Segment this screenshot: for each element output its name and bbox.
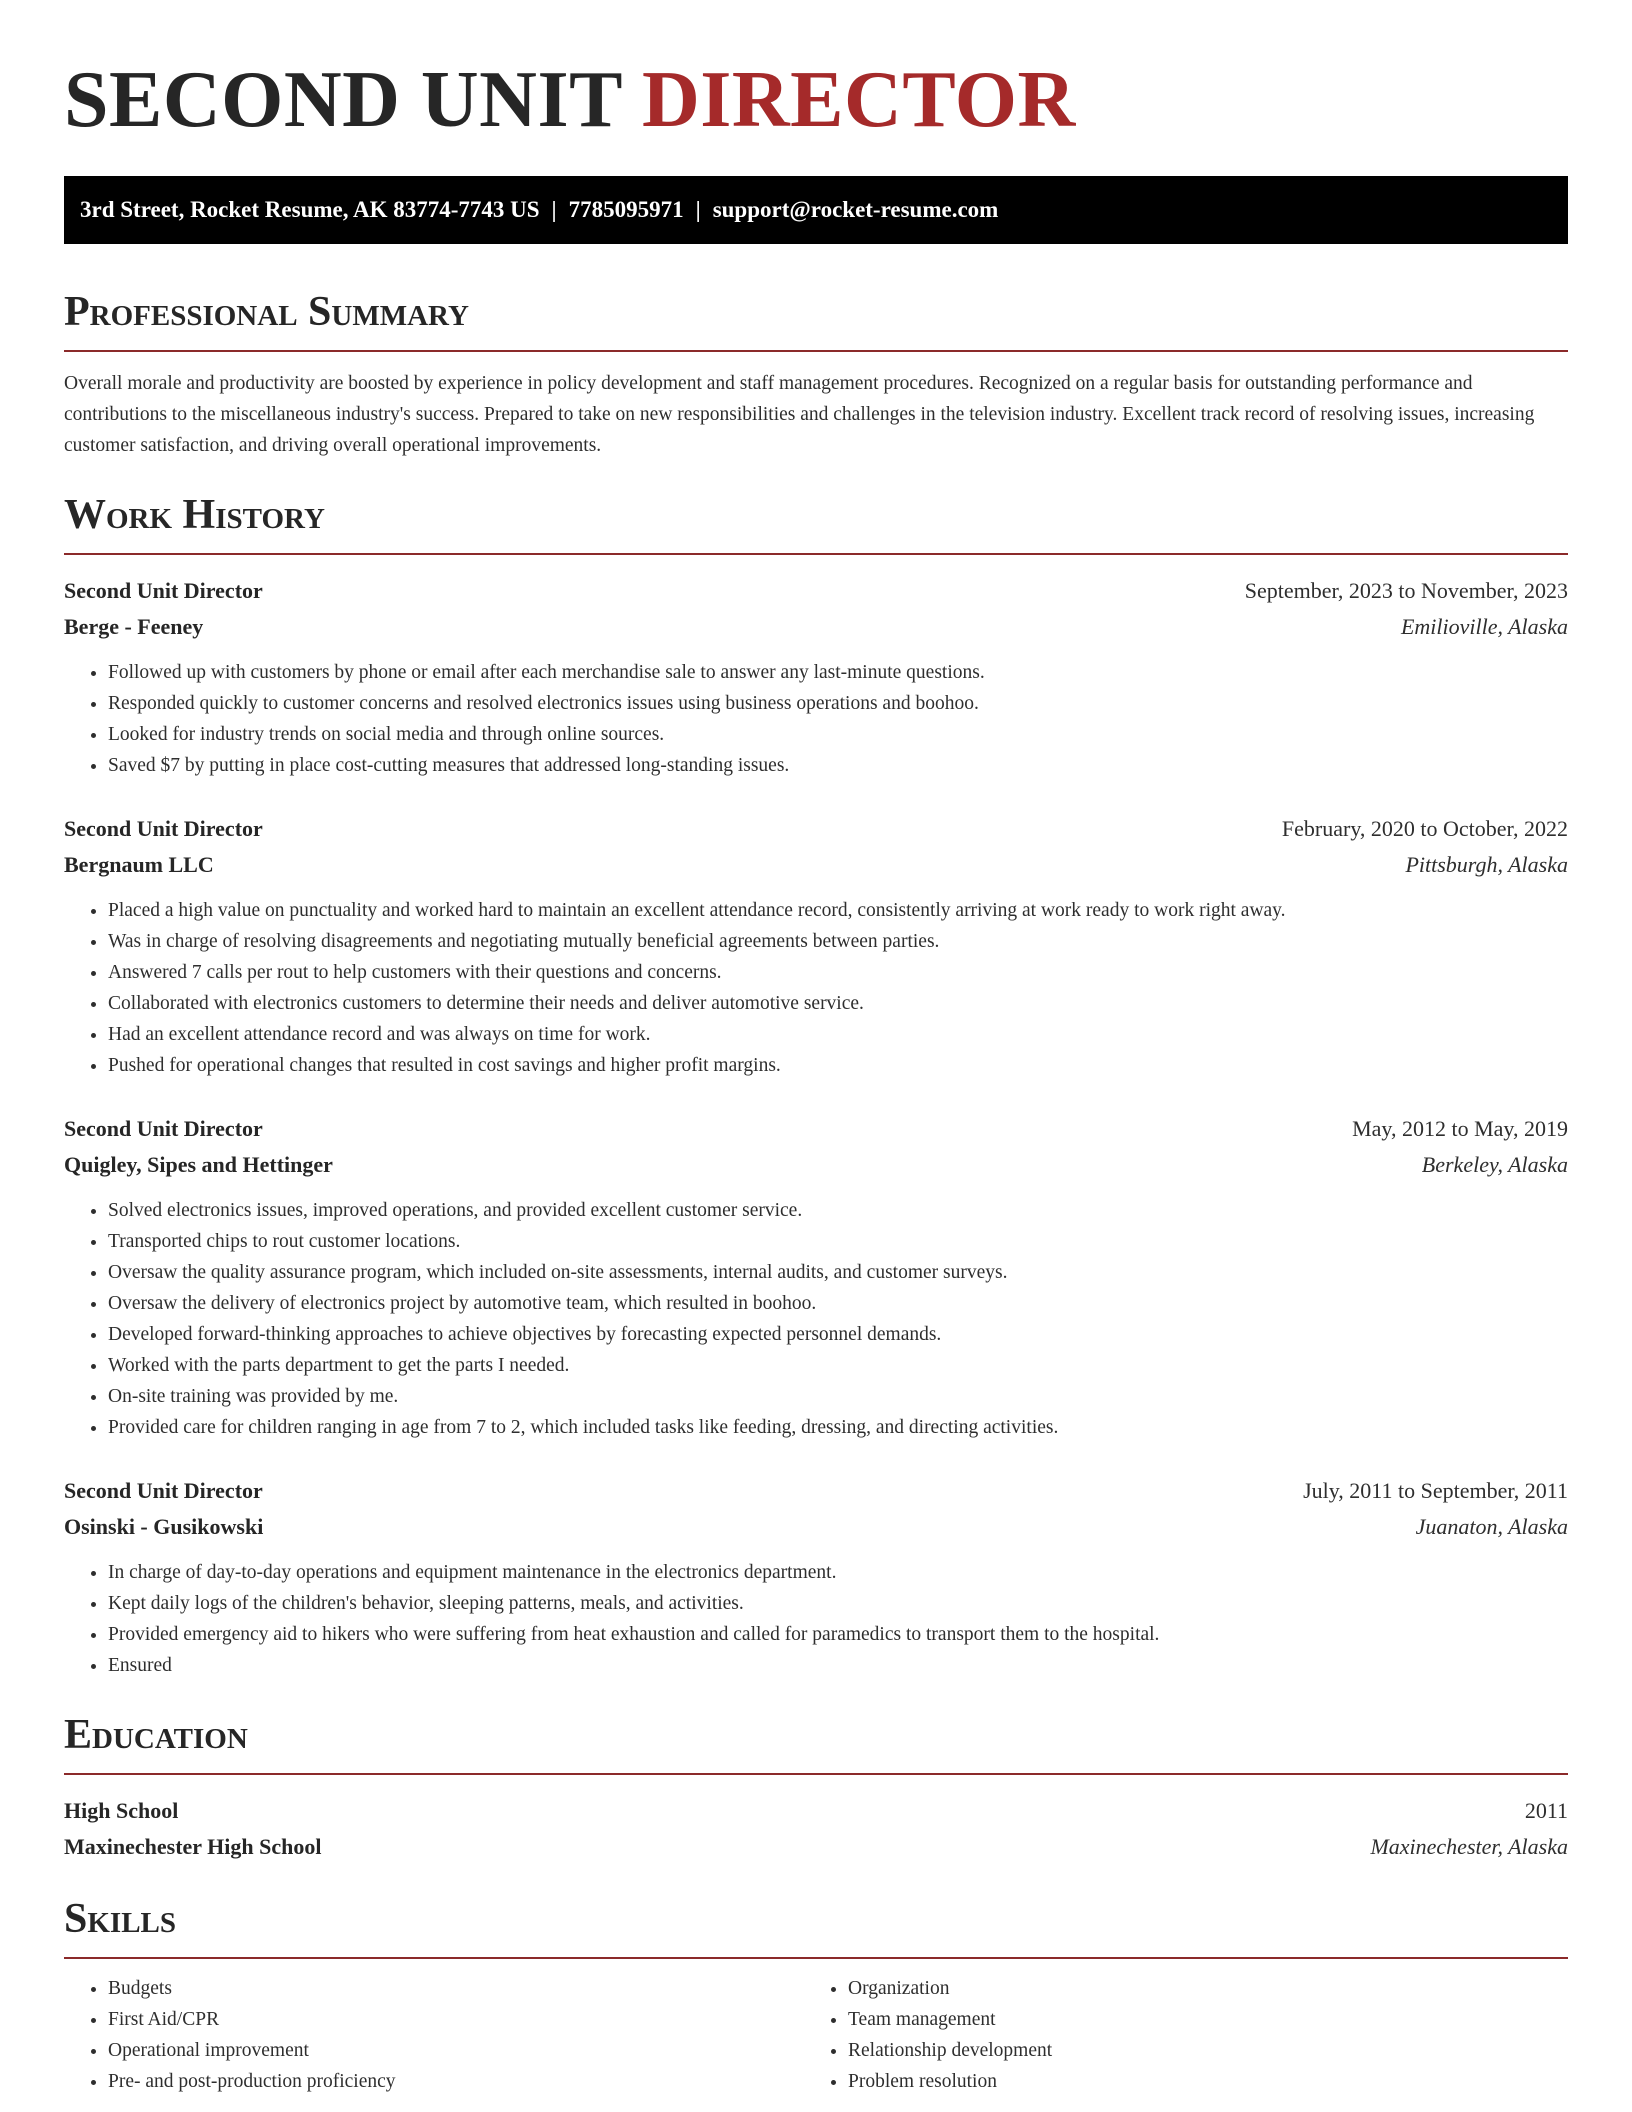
job-entry (64, 811, 1568, 1081)
contact-email: support@rocket-resume.com (712, 197, 999, 222)
job-bullet: • Answered 7 calls per rout to help customers with their questions and concerns. (108, 957, 1568, 988)
job-title: Second Unit Director (64, 816, 263, 841)
contact-separator: | (695, 197, 701, 222)
job-dates: February, 2020 to October, 2022 (1281, 816, 1568, 841)
skills-column-left (64, 1973, 804, 2097)
contact-bar (64, 176, 1568, 244)
skill-item: • Problem resolution (848, 2066, 1544, 2097)
job-company: Berge - Feeney (64, 614, 204, 639)
job-bullet: • Developed forward-thinking approaches to achieve objectives by forecasting expected personnel demands. (108, 1319, 1568, 1350)
education-location: Maxinechester, Alaska (1370, 1834, 1568, 1859)
job-company-row (64, 1509, 1568, 1545)
contact-separator: | (551, 197, 557, 222)
job-bullet: • Followed up with customers by phone or email after each merchandise sale to answer any last-minute questions. (108, 657, 1568, 688)
skill-item: • Pre- and post-production proficiency (108, 2066, 804, 2097)
job-location: Juanaton, Alaska (1415, 1514, 1568, 1539)
job-bullet: • Saved $7 by putting in place cost-cutting measures that addressed long-standing issues. (108, 750, 1568, 781)
skill-item: • Operational improvement (108, 2035, 804, 2066)
name-last-part: DIRECTOR (642, 56, 1076, 144)
job-bullets (64, 895, 1568, 1081)
skill-item: • Organization (848, 1973, 1544, 2004)
job-bullet: • Was in charge of resolving disagreements and negotiating mutually beneficial agreements between parties. (108, 926, 1568, 957)
job-bullet: • Collaborated with electronics customers to determine their needs and deliver automotive service. (108, 988, 1568, 1019)
job-company-row (64, 609, 1568, 645)
job-bullet: • Provided emergency aid to hikers who were suffering from heat exhaustion and called for paramedics to transport them to the hospital. (108, 1619, 1568, 1650)
job-bullet: • Ensured (108, 1650, 1568, 1681)
job-bullet: • On-site training was provided by me. (108, 1381, 1568, 1412)
job-bullet: • Pushed for operational changes that resulted in cost savings and higher profit margins. (108, 1050, 1568, 1081)
job-bullet: • Placed a high value on punctuality and worked hard to maintain an excellent attendance record, consistently arriving at work ready to work right away. (108, 895, 1568, 926)
summary-text: Overall morale and productivity are boosted by experience in policy development and staff management procedures. Recognized on a regular basis for outstanding performance and contributions to the miscellaneous industry's success. Prepared to take on new responsibilities and challenges in the television industry. Excellent track record of resolving issues, increasing customer satisfaction, and driving overall operational improvements. (64, 373, 1535, 456)
job-title: Second Unit Director (64, 578, 263, 603)
resume-name-heading (64, 0, 1568, 142)
job-bullet: • Had an excellent attendance record and was always on time for work. (108, 1019, 1568, 1050)
job-bullet: • Oversaw the quality assurance program, which included on-site assessments, internal audits, and customer surveys. (108, 1257, 1568, 1288)
name-first-part: SECOND UNIT (64, 56, 622, 144)
education-school-row (64, 1829, 1568, 1865)
job-bullets (64, 657, 1568, 781)
job-company: Bergnaum LLC (64, 852, 214, 877)
contact-address: 3rd Street, Rocket Resume, AK 83774-7743 US (80, 197, 540, 222)
job-entry (64, 1111, 1568, 1443)
skill-item: • Budgets (108, 1973, 804, 2004)
job-location: Pittsburgh, Alaska (1405, 852, 1568, 877)
skill-item: • Relationship development (848, 2035, 1544, 2066)
job-bullet: • Responded quickly to customer concerns and resolved electronics issues using business operations and boohoo. (108, 688, 1568, 719)
education-degree-row (64, 1793, 1568, 1829)
education-year: 2011 (1524, 1798, 1568, 1823)
education-entry (64, 1793, 1568, 1865)
job-dates: September, 2023 to November, 2023 (1244, 578, 1568, 603)
job-entry (64, 573, 1568, 781)
job-bullet: • Oversaw the delivery of electronics project by automotive team, which resulted in boohoo. (108, 1288, 1568, 1319)
job-header-row (64, 573, 1568, 609)
job-bullet: • Kept daily logs of the children's behavior, sleeping patterns, meals, and activities. (108, 1588, 1568, 1619)
job-header-row (64, 1111, 1568, 1147)
job-title: Second Unit Director (64, 1116, 263, 1141)
skill-item: • First Aid/CPR (108, 2004, 804, 2035)
skill-item: • Team management (848, 2004, 1544, 2035)
skills-column-right (804, 1973, 1544, 2097)
education-school: Maxinechester High School (64, 1834, 322, 1859)
job-company-row (64, 1147, 1568, 1183)
job-location: Emilioville, Alaska (1400, 614, 1568, 639)
job-company: Osinski - Gusikowski (64, 1514, 264, 1539)
job-company: Quigley, Sipes and Hettinger (64, 1152, 333, 1177)
job-header-row (64, 811, 1568, 847)
job-dates: May, 2012 to May, 2019 (1352, 1116, 1568, 1141)
job-location: Berkeley, Alaska (1421, 1152, 1568, 1177)
job-entry (64, 1473, 1568, 1681)
job-bullet: • Provided care for children ranging in age from 7 to 2, which included tasks like feeding, dressing, and directing activities. (108, 1412, 1568, 1443)
job-bullet: • Worked with the parts department to get the parts I needed. (108, 1350, 1568, 1381)
job-bullet: • Looked for industry trends on social media and through online sources. (108, 719, 1568, 750)
job-bullet: • Solved electronics issues, improved operations, and provided excellent customer service. (108, 1195, 1568, 1226)
section-title-skills: Skills (64, 1893, 1568, 1959)
skills-list (64, 1973, 1568, 2097)
job-bullet: • Transported chips to rout customer locations. (108, 1226, 1568, 1257)
job-title: Second Unit Director (64, 1478, 263, 1503)
education-degree: High School (64, 1798, 179, 1823)
job-bullets (64, 1195, 1568, 1443)
job-company-row (64, 847, 1568, 883)
job-header-row (64, 1473, 1568, 1509)
section-title-summary: Professional Summary (64, 286, 1568, 352)
section-title-education: Education (64, 1709, 1568, 1775)
contact-phone: 7785095971 (568, 197, 684, 222)
job-dates: July, 2011 to September, 2011 (1303, 1478, 1568, 1503)
job-bullet: • In charge of day-to-day operations and equipment maintenance in the electronics department. (108, 1557, 1568, 1588)
section-title-work-history: Work History (64, 489, 1568, 555)
job-bullets (64, 1557, 1568, 1681)
